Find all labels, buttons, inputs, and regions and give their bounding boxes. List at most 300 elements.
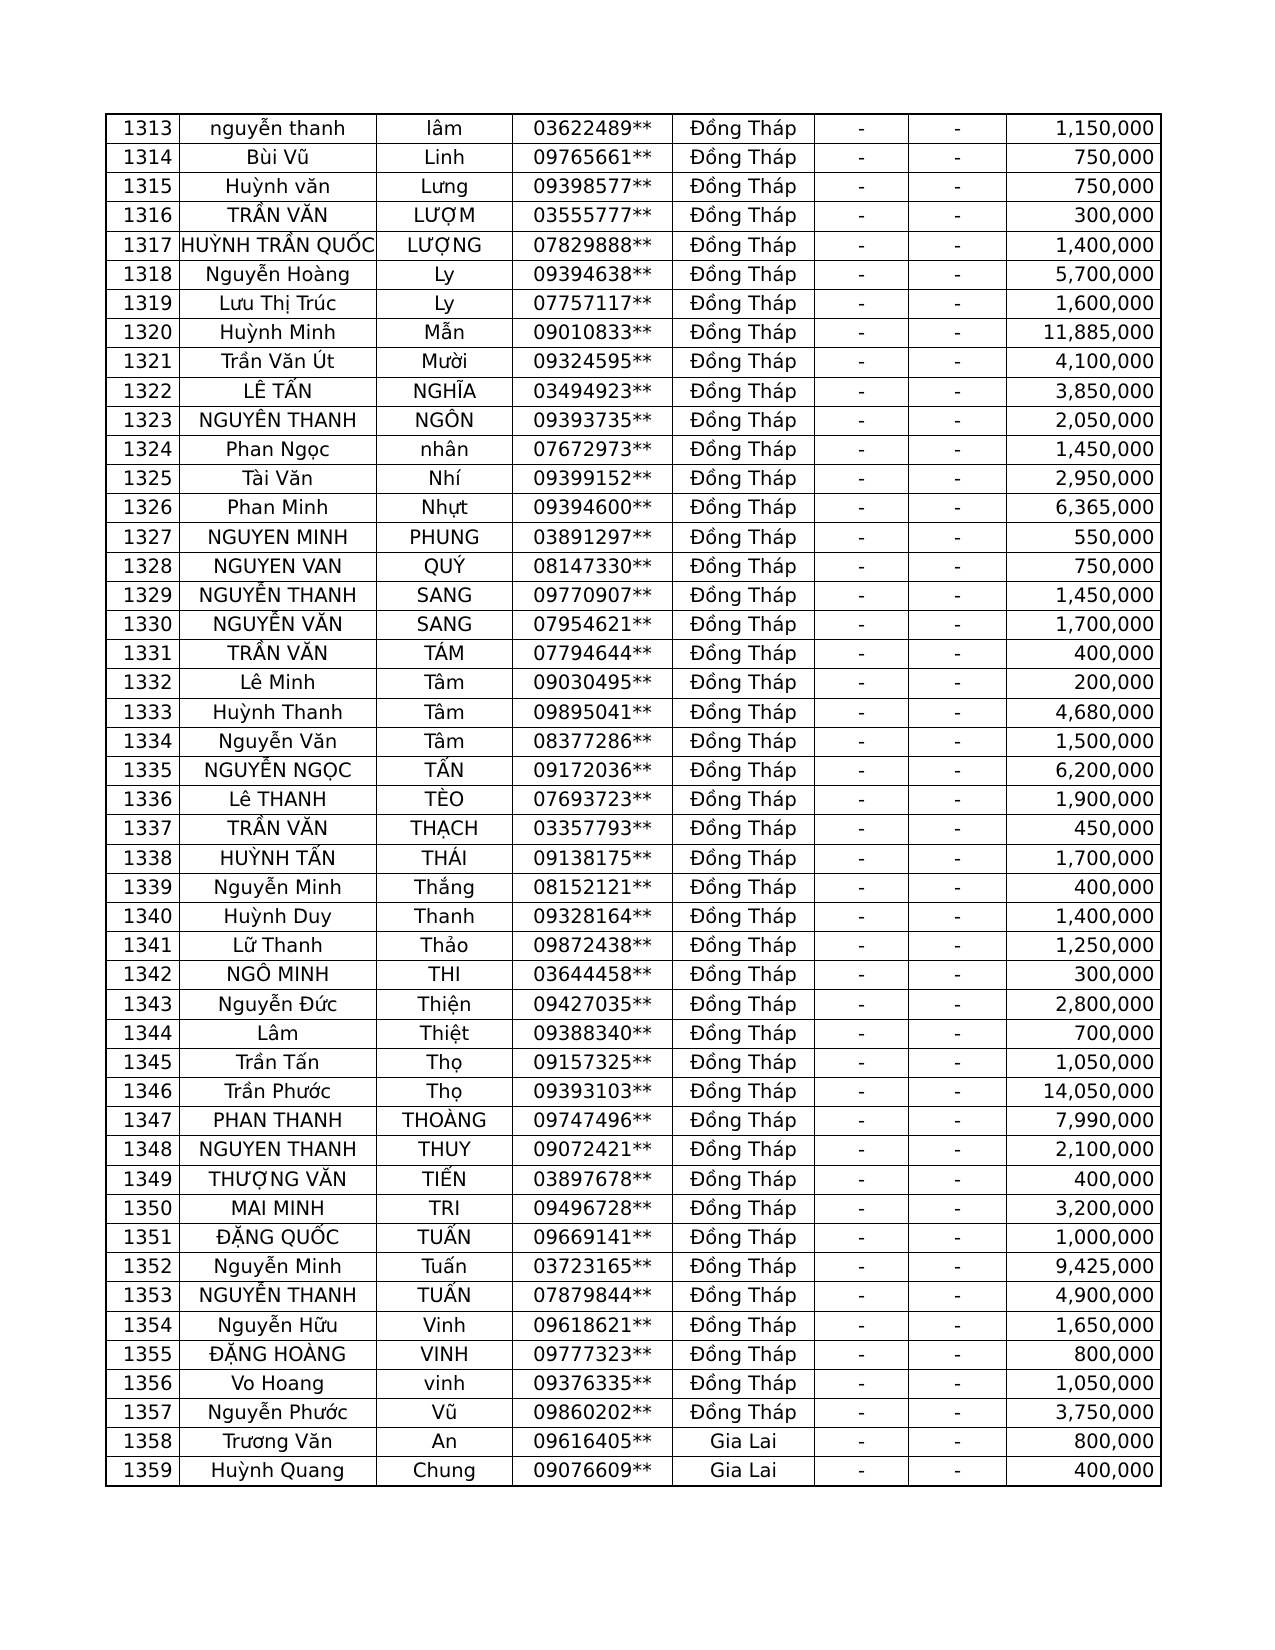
row-number: 1346 <box>106 1078 179 1107</box>
dash-cell: - <box>908 1165 1006 1194</box>
first-name-cell: Lưng <box>376 173 512 202</box>
first-name-cell: PHUNG <box>376 523 512 552</box>
province-cell: Gia Lai <box>672 1428 814 1457</box>
phone-cell: 09618621** <box>512 1311 672 1340</box>
row-number: 1354 <box>106 1311 179 1340</box>
phone-cell: 03897678** <box>512 1165 672 1194</box>
last-name-cell: Phan Minh <box>179 494 376 523</box>
dash-cell: - <box>814 1048 908 1077</box>
last-name-cell: ĐẶNG QUỐC <box>179 1223 376 1252</box>
table-row <box>106 932 1161 961</box>
row-number: 1347 <box>106 1107 179 1136</box>
dash-cell: - <box>908 815 1006 844</box>
province-cell: Đồng Tháp <box>672 552 814 581</box>
table-row <box>106 1223 1161 1252</box>
first-name-cell: THOÀNG <box>376 1107 512 1136</box>
last-name-cell: TRẦN VĂN <box>179 640 376 669</box>
phone-cell: 03723165** <box>512 1253 672 1282</box>
amount-cell: 400,000 <box>1006 640 1161 669</box>
first-name-cell: Thắng <box>376 873 512 902</box>
dash-cell: - <box>908 844 1006 873</box>
phone-cell: 03494923** <box>512 377 672 406</box>
first-name-cell: nhân <box>376 435 512 464</box>
amount-cell: 1,400,000 <box>1006 902 1161 931</box>
province-cell: Đồng Tháp <box>672 1340 814 1369</box>
last-name-cell: NGUYỄN THANH <box>179 1282 376 1311</box>
amount-cell: 1,450,000 <box>1006 581 1161 610</box>
dash-cell: - <box>814 756 908 785</box>
dash-cell: - <box>908 289 1006 318</box>
phone-cell: 09427035** <box>512 990 672 1019</box>
dash-cell: - <box>908 756 1006 785</box>
row-number: 1357 <box>106 1399 179 1428</box>
phone-cell: 09010833** <box>512 319 672 348</box>
phone-cell: 07794644** <box>512 640 672 669</box>
table-row <box>106 1019 1161 1048</box>
province-cell: Đồng Tháp <box>672 932 814 961</box>
province-cell: Đồng Tháp <box>672 727 814 756</box>
dash-cell: - <box>814 144 908 173</box>
first-name-cell: NGÔN <box>376 406 512 435</box>
table-row <box>106 727 1161 756</box>
last-name-cell: HUỲNH TẤN <box>179 844 376 873</box>
province-cell: Đồng Tháp <box>672 581 814 610</box>
table-row <box>106 1369 1161 1398</box>
province-cell: Đồng Tháp <box>672 873 814 902</box>
row-number: 1343 <box>106 990 179 1019</box>
table-row <box>106 1194 1161 1223</box>
province-cell: Đồng Tháp <box>672 260 814 289</box>
first-name-cell: LƯỢNG <box>376 231 512 260</box>
dash-cell: - <box>814 1253 908 1282</box>
dash-cell: - <box>814 1107 908 1136</box>
province-cell: Đồng Tháp <box>672 611 814 640</box>
dash-cell: - <box>908 231 1006 260</box>
table-row <box>106 173 1161 202</box>
dash-cell: - <box>814 377 908 406</box>
dash-cell: - <box>908 873 1006 902</box>
amount-cell: 1,150,000 <box>1006 114 1161 144</box>
province-cell: Đồng Tháp <box>672 144 814 173</box>
dash-cell: - <box>814 435 908 464</box>
table-row <box>106 1078 1161 1107</box>
province-cell: Đồng Tháp <box>672 1253 814 1282</box>
dash-cell: - <box>908 698 1006 727</box>
row-number: 1326 <box>106 494 179 523</box>
phone-cell: 07829888** <box>512 231 672 260</box>
table-row <box>106 1282 1161 1311</box>
phone-cell: 07672973** <box>512 435 672 464</box>
first-name-cell: An <box>376 1428 512 1457</box>
dash-cell: - <box>908 202 1006 231</box>
row-number: 1314 <box>106 144 179 173</box>
dash-cell: - <box>908 523 1006 552</box>
province-cell: Đồng Tháp <box>672 1369 814 1398</box>
province-cell: Đồng Tháp <box>672 698 814 727</box>
table-row <box>106 669 1161 698</box>
last-name-cell: NGUYEN MINH <box>179 523 376 552</box>
province-cell: Đồng Tháp <box>672 231 814 260</box>
first-name-cell: Thọ <box>376 1078 512 1107</box>
first-name-cell: TÁM <box>376 640 512 669</box>
phone-cell: 09496728** <box>512 1194 672 1223</box>
phone-cell: 08147330** <box>512 552 672 581</box>
amount-cell: 1,500,000 <box>1006 727 1161 756</box>
dash-cell: - <box>814 611 908 640</box>
dash-cell: - <box>814 844 908 873</box>
first-name-cell: Thọ <box>376 1048 512 1077</box>
row-number: 1320 <box>106 319 179 348</box>
dash-cell: - <box>814 1165 908 1194</box>
phone-cell: 03555777** <box>512 202 672 231</box>
phone-cell: 09398577** <box>512 173 672 202</box>
row-number: 1355 <box>106 1340 179 1369</box>
last-name-cell: NGUYỄN NGỌC <box>179 756 376 785</box>
row-number: 1325 <box>106 465 179 494</box>
row-number: 1350 <box>106 1194 179 1223</box>
table-row <box>106 1311 1161 1340</box>
first-name-cell: VINH <box>376 1340 512 1369</box>
last-name-cell: Nguyễn Phước <box>179 1399 376 1428</box>
table-row <box>106 348 1161 377</box>
amount-cell: 550,000 <box>1006 523 1161 552</box>
phone-cell: 09399152** <box>512 465 672 494</box>
dash-cell: - <box>814 260 908 289</box>
last-name-cell: nguyễn thanh <box>179 114 376 144</box>
last-name-cell: Lê THANH <box>179 786 376 815</box>
table-row <box>106 114 1161 144</box>
first-name-cell: Thiệt <box>376 1019 512 1048</box>
first-name-cell: QUÝ <box>376 552 512 581</box>
province-cell: Đồng Tháp <box>672 1399 814 1428</box>
dash-cell: - <box>908 1136 1006 1165</box>
amount-cell: 9,425,000 <box>1006 1253 1161 1282</box>
province-cell: Đồng Tháp <box>672 844 814 873</box>
last-name-cell: Tài Văn <box>179 465 376 494</box>
dash-cell: - <box>814 1136 908 1165</box>
last-name-cell: HUỲNH TRẦN QUỐC <box>179 231 376 260</box>
amount-cell: 14,050,000 <box>1006 1078 1161 1107</box>
amount-cell: 800,000 <box>1006 1428 1161 1457</box>
last-name-cell: Nguyễn Hữu <box>179 1311 376 1340</box>
last-name-cell: THƯỢNG VĂN <box>179 1165 376 1194</box>
first-name-cell: Vinh <box>376 1311 512 1340</box>
phone-cell: 07879844** <box>512 1282 672 1311</box>
phone-cell: 09388340** <box>512 1019 672 1048</box>
dash-cell: - <box>814 1078 908 1107</box>
province-cell: Đồng Tháp <box>672 786 814 815</box>
dash-cell: - <box>908 669 1006 698</box>
province-cell: Đồng Tháp <box>672 377 814 406</box>
row-number: 1339 <box>106 873 179 902</box>
amount-cell: 11,885,000 <box>1006 319 1161 348</box>
last-name-cell: Huỳnh văn <box>179 173 376 202</box>
table-row <box>106 873 1161 902</box>
phone-cell: 07693723** <box>512 786 672 815</box>
province-cell: Đồng Tháp <box>672 961 814 990</box>
table-row <box>106 961 1161 990</box>
dash-cell: - <box>814 990 908 1019</box>
dash-cell: - <box>908 1399 1006 1428</box>
first-name-cell: Tâm <box>376 727 512 756</box>
amount-cell: 1,050,000 <box>1006 1048 1161 1077</box>
last-name-cell: Lâm <box>179 1019 376 1048</box>
amount-cell: 1,700,000 <box>1006 844 1161 873</box>
amount-cell: 1,450,000 <box>1006 435 1161 464</box>
phone-cell: 09860202** <box>512 1399 672 1428</box>
dash-cell: - <box>908 435 1006 464</box>
dash-cell: - <box>908 611 1006 640</box>
first-name-cell: THẠCH <box>376 815 512 844</box>
province-cell: Gia Lai <box>672 1457 814 1487</box>
table-row <box>106 611 1161 640</box>
dash-cell: - <box>908 727 1006 756</box>
row-number: 1313 <box>106 114 179 144</box>
amount-cell: 800,000 <box>1006 1340 1161 1369</box>
phone-cell: 03891297** <box>512 523 672 552</box>
first-name-cell: Vũ <box>376 1399 512 1428</box>
phone-cell: 09872438** <box>512 932 672 961</box>
first-name-cell: Nhí <box>376 465 512 494</box>
dash-cell: - <box>814 1340 908 1369</box>
row-number: 1323 <box>106 406 179 435</box>
table-row <box>106 1340 1161 1369</box>
first-name-cell: lâm <box>376 114 512 144</box>
dash-cell: - <box>908 465 1006 494</box>
dash-cell: - <box>908 1194 1006 1223</box>
dash-cell: - <box>908 640 1006 669</box>
last-name-cell: Trần Tấn <box>179 1048 376 1077</box>
last-name-cell: LÊ TẤN <box>179 377 376 406</box>
first-name-cell: Tâm <box>376 669 512 698</box>
dash-cell: - <box>908 902 1006 931</box>
first-name-cell: THÁI <box>376 844 512 873</box>
phone-cell: 09324595** <box>512 348 672 377</box>
dash-cell: - <box>908 173 1006 202</box>
dash-cell: - <box>814 902 908 931</box>
dash-cell: - <box>814 1223 908 1252</box>
dash-cell: - <box>814 289 908 318</box>
phone-cell: 09393103** <box>512 1078 672 1107</box>
amount-cell: 1,400,000 <box>1006 231 1161 260</box>
dash-cell: - <box>908 319 1006 348</box>
table-row <box>106 231 1161 260</box>
last-name-cell: Nguyễn Minh <box>179 1253 376 1282</box>
table-row <box>106 815 1161 844</box>
table-row <box>106 494 1161 523</box>
first-name-cell: TẤN <box>376 756 512 785</box>
dash-cell: - <box>814 815 908 844</box>
row-number: 1356 <box>106 1369 179 1398</box>
row-number: 1332 <box>106 669 179 698</box>
row-number: 1344 <box>106 1019 179 1048</box>
province-cell: Đồng Tháp <box>672 1282 814 1311</box>
row-number: 1321 <box>106 348 179 377</box>
row-number: 1315 <box>106 173 179 202</box>
dash-cell: - <box>908 1369 1006 1398</box>
table-body <box>106 114 1161 1486</box>
dash-cell: - <box>814 932 908 961</box>
amount-cell: 3,750,000 <box>1006 1399 1161 1428</box>
last-name-cell: Trương Văn <box>179 1428 376 1457</box>
last-name-cell: Lưu Thị Trúc <box>179 289 376 318</box>
row-number: 1335 <box>106 756 179 785</box>
dash-cell: - <box>908 932 1006 961</box>
phone-cell: 09138175** <box>512 844 672 873</box>
dash-cell: - <box>814 348 908 377</box>
first-name-cell: Nhựt <box>376 494 512 523</box>
dash-cell: - <box>908 1223 1006 1252</box>
phone-cell: 08377286** <box>512 727 672 756</box>
dash-cell: - <box>814 698 908 727</box>
table-row <box>106 523 1161 552</box>
phone-cell: 07954621** <box>512 611 672 640</box>
amount-cell: 300,000 <box>1006 202 1161 231</box>
first-name-cell: THUY <box>376 1136 512 1165</box>
row-number: 1336 <box>106 786 179 815</box>
last-name-cell: TRẦN VĂN <box>179 815 376 844</box>
dash-cell: - <box>908 144 1006 173</box>
province-cell: Đồng Tháp <box>672 173 814 202</box>
first-name-cell: TÈO <box>376 786 512 815</box>
phone-cell: 09394638** <box>512 260 672 289</box>
phone-cell: 09376335** <box>512 1369 672 1398</box>
first-name-cell: TRI <box>376 1194 512 1223</box>
row-number: 1358 <box>106 1428 179 1457</box>
dash-cell: - <box>908 494 1006 523</box>
dash-cell: - <box>814 319 908 348</box>
phone-cell: 08152121** <box>512 873 672 902</box>
province-cell: Đồng Tháp <box>672 640 814 669</box>
dash-cell: - <box>908 581 1006 610</box>
dash-cell: - <box>908 1282 1006 1311</box>
dash-cell: - <box>908 990 1006 1019</box>
province-cell: Đồng Tháp <box>672 990 814 1019</box>
table-row <box>106 435 1161 464</box>
row-number: 1329 <box>106 581 179 610</box>
last-name-cell: Phan Ngọc <box>179 435 376 464</box>
first-name-cell: SANG <box>376 581 512 610</box>
last-name-cell: Nguyễn Minh <box>179 873 376 902</box>
row-number: 1353 <box>106 1282 179 1311</box>
phone-cell: 09328164** <box>512 902 672 931</box>
province-cell: Đồng Tháp <box>672 435 814 464</box>
amount-cell: 6,200,000 <box>1006 756 1161 785</box>
phone-cell: 09895041** <box>512 698 672 727</box>
row-number: 1352 <box>106 1253 179 1282</box>
province-cell: Đồng Tháp <box>672 902 814 931</box>
amount-cell: 750,000 <box>1006 144 1161 173</box>
dash-cell: - <box>908 1078 1006 1107</box>
dash-cell: - <box>814 406 908 435</box>
first-name-cell: Ly <box>376 260 512 289</box>
row-number: 1338 <box>106 844 179 873</box>
row-number: 1330 <box>106 611 179 640</box>
province-cell: Đồng Tháp <box>672 815 814 844</box>
amount-cell: 200,000 <box>1006 669 1161 698</box>
row-number: 1333 <box>106 698 179 727</box>
first-name-cell: Tuấn <box>376 1253 512 1282</box>
last-name-cell: Vo Hoang <box>179 1369 376 1398</box>
province-cell: Đồng Tháp <box>672 348 814 377</box>
first-name-cell: THI <box>376 961 512 990</box>
phone-cell: 09157325** <box>512 1048 672 1077</box>
table-row <box>106 844 1161 873</box>
row-number: 1340 <box>106 902 179 931</box>
dash-cell: - <box>814 786 908 815</box>
dash-cell: - <box>908 260 1006 289</box>
dash-cell: - <box>814 961 908 990</box>
last-name-cell: Nguyễn Văn <box>179 727 376 756</box>
dash-cell: - <box>814 552 908 581</box>
dash-cell: - <box>908 552 1006 581</box>
amount-cell: 1,250,000 <box>1006 932 1161 961</box>
row-number: 1319 <box>106 289 179 318</box>
phone-cell: 09770907** <box>512 581 672 610</box>
donor-table <box>105 113 1162 1487</box>
dash-cell: - <box>814 202 908 231</box>
table-row <box>106 289 1161 318</box>
last-name-cell: Trần Phước <box>179 1078 376 1107</box>
phone-cell: 09777323** <box>512 1340 672 1369</box>
dash-cell: - <box>908 1340 1006 1369</box>
last-name-cell: Lê Minh <box>179 669 376 698</box>
first-name-cell: Ly <box>376 289 512 318</box>
dash-cell: - <box>908 1457 1006 1487</box>
dash-cell: - <box>908 1019 1006 1048</box>
table-row <box>106 786 1161 815</box>
last-name-cell: ĐẶNG HOÀNG <box>179 1340 376 1369</box>
dash-cell: - <box>908 1428 1006 1457</box>
table-row <box>106 1428 1161 1457</box>
amount-cell: 5,700,000 <box>1006 260 1161 289</box>
row-number: 1318 <box>106 260 179 289</box>
dash-cell: - <box>814 1194 908 1223</box>
phone-cell: 09076609** <box>512 1457 672 1487</box>
dash-cell: - <box>814 114 908 144</box>
amount-cell: 1,700,000 <box>1006 611 1161 640</box>
amount-cell: 2,950,000 <box>1006 465 1161 494</box>
table-row <box>106 902 1161 931</box>
first-name-cell: Chung <box>376 1457 512 1487</box>
table-row <box>106 406 1161 435</box>
phone-cell: 09747496** <box>512 1107 672 1136</box>
province-cell: Đồng Tháp <box>672 1136 814 1165</box>
amount-cell: 750,000 <box>1006 173 1161 202</box>
first-name-cell: Thanh <box>376 902 512 931</box>
dash-cell: - <box>908 1107 1006 1136</box>
phone-cell: 09172036** <box>512 756 672 785</box>
amount-cell: 1,050,000 <box>1006 1369 1161 1398</box>
amount-cell: 750,000 <box>1006 552 1161 581</box>
province-cell: Đồng Tháp <box>672 669 814 698</box>
dash-cell: - <box>814 1019 908 1048</box>
dash-cell: - <box>908 377 1006 406</box>
table-row <box>106 990 1161 1019</box>
table-row <box>106 377 1161 406</box>
dash-cell: - <box>814 581 908 610</box>
amount-cell: 6,365,000 <box>1006 494 1161 523</box>
dash-cell: - <box>814 494 908 523</box>
amount-cell: 3,850,000 <box>1006 377 1161 406</box>
table-row <box>106 202 1161 231</box>
last-name-cell: TRẦN VĂN <box>179 202 376 231</box>
phone-cell: 03622489** <box>512 114 672 144</box>
dash-cell: - <box>814 727 908 756</box>
last-name-cell: PHAN THANH <box>179 1107 376 1136</box>
last-name-cell: NGÔ MINH <box>179 961 376 990</box>
dash-cell: - <box>814 1282 908 1311</box>
